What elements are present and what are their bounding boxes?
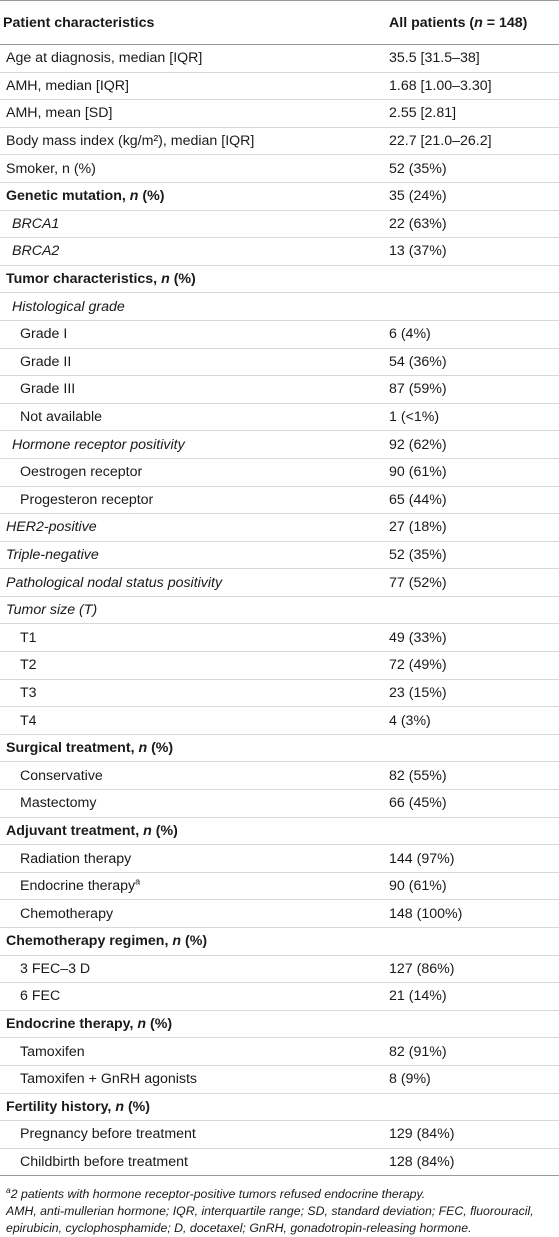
row-label-cell: Mastectomy (0, 790, 389, 818)
row-value-cell: 82 (91%) (389, 1038, 559, 1066)
footnote-a-text: 2 patients with hormone receptor-positive tumors refused endocrine therapy. (10, 1187, 426, 1202)
table-row (0, 376, 559, 404)
section-heading-label: Adjuvant treatment, (6, 822, 144, 839)
row-value-cell: 92 (62%) (389, 431, 559, 459)
header-all-patients-suffix: = 148) (482, 14, 528, 31)
row-value-cell: 35 (24%) (389, 182, 559, 210)
row-label-cell (0, 265, 389, 293)
table-row (0, 1121, 559, 1149)
row-value-cell (389, 1010, 559, 1038)
row-label-cell: 3 FEC–3 D (0, 955, 389, 983)
row-value-cell: 4 (3%) (389, 707, 559, 735)
row-label-cell: Pregnancy before treatment (0, 1121, 389, 1149)
row-value-cell: 1.68 [1.00–3.30] (389, 72, 559, 100)
row-value-cell (389, 596, 559, 624)
table-row (0, 293, 559, 321)
table-row (0, 707, 559, 735)
header-all-patients-prefix: All patients ( (389, 14, 475, 31)
section-heading-n-symbol: n (137, 1016, 147, 1033)
row-value-cell: 6 (4%) (389, 320, 559, 348)
table-footnotes (0, 1176, 559, 1237)
table-row (0, 734, 559, 762)
table-row (0, 541, 559, 569)
table-header-row (0, 1, 559, 45)
row-value-cell (389, 734, 559, 762)
row-value-cell: 52 (35%) (389, 541, 559, 569)
row-value-cell: 129 (84%) (389, 1121, 559, 1149)
table-row (0, 45, 559, 73)
row-value-cell (389, 928, 559, 956)
row-label-cell: Tamoxifen (0, 1038, 389, 1066)
row-value-cell: 21 (14%) (389, 983, 559, 1011)
table-row (0, 596, 559, 624)
table-row (0, 679, 559, 707)
table-row (0, 403, 559, 431)
row-label-cell: Body mass index (kg/m²), median [IQR] (0, 127, 389, 155)
row-value-cell (389, 1093, 559, 1121)
table-row (0, 348, 559, 376)
row-label-cell: BRCA2 (0, 238, 389, 266)
header-all-patients (389, 1, 559, 45)
section-heading-suffix: (%) (181, 933, 208, 950)
row-value-cell: 90 (61%) (389, 872, 559, 900)
table-row (0, 569, 559, 597)
row-value-cell: 65 (44%) (389, 486, 559, 514)
row-value-cell: 54 (36%) (389, 348, 559, 376)
row-value-cell: 148 (100%) (389, 900, 559, 928)
row-label-cell: Smoker, n (%) (0, 155, 389, 183)
row-label-cell (0, 1093, 389, 1121)
table-row (0, 265, 559, 293)
table-row (0, 928, 559, 956)
table-row (0, 1038, 559, 1066)
row-value-cell: 8 (9%) (389, 1065, 559, 1093)
table-row (0, 155, 559, 183)
row-value-cell: 90 (61%) (389, 458, 559, 486)
section-heading-n-symbol: n (172, 933, 182, 950)
footnote-marker: a (135, 876, 141, 887)
table-row (0, 762, 559, 790)
section-heading-suffix: (%) (124, 1098, 151, 1115)
table-row (0, 72, 559, 100)
row-value-cell: 22.7 [21.0–26.2] (389, 127, 559, 155)
row-label-cell (0, 734, 389, 762)
table-row (0, 320, 559, 348)
section-heading-suffix: (%) (151, 822, 178, 839)
row-label-cell: T3 (0, 679, 389, 707)
row-label-cell: BRCA1 (0, 210, 389, 238)
footnote-a (6, 1186, 553, 1203)
section-heading-label: Chemotherapy regimen, (6, 933, 173, 950)
row-value-cell (389, 293, 559, 321)
table-row (0, 182, 559, 210)
row-value-cell: 35.5 [31.5–38] (389, 45, 559, 73)
header-patient-characteristics: Patient characteristics (0, 1, 389, 45)
table-row (0, 100, 559, 128)
row-value-cell: 2.55 [2.81] (389, 100, 559, 128)
row-label-cell: Childbirth before treatment (0, 1148, 389, 1176)
row-value-cell: 144 (97%) (389, 845, 559, 873)
table-row (0, 817, 559, 845)
section-heading-label: Fertility history, (6, 1098, 116, 1115)
table-row (0, 431, 559, 459)
row-value-cell: 13 (37%) (389, 238, 559, 266)
section-heading-suffix: (%) (146, 1016, 173, 1033)
table-row (0, 1010, 559, 1038)
section-heading-suffix: (%) (147, 740, 174, 757)
row-value-cell: 27 (18%) (389, 514, 559, 542)
section-heading-label: Tumor characteristics, (6, 271, 162, 288)
row-value-cell: 77 (52%) (389, 569, 559, 597)
table-body (0, 45, 559, 1176)
row-label-cell: Grade III (0, 376, 389, 404)
row-label-cell: Hormone receptor positivity (0, 431, 389, 459)
row-label-cell (0, 928, 389, 956)
row-value-cell: 49 (33%) (389, 624, 559, 652)
row-value-cell: 128 (84%) (389, 1148, 559, 1176)
row-label-cell: Histological grade (0, 293, 389, 321)
header-n-symbol: n (474, 14, 483, 31)
section-heading-n-symbol: n (138, 740, 148, 757)
table-row (0, 1065, 559, 1093)
table-row (0, 652, 559, 680)
row-value-cell: 23 (15%) (389, 679, 559, 707)
table-row (0, 486, 559, 514)
row-label-cell (0, 817, 389, 845)
row-label-cell: Tumor size (T) (0, 596, 389, 624)
row-label-cell (0, 182, 389, 210)
row-label-cell: 6 FEC (0, 983, 389, 1011)
row-label-cell: Grade II (0, 348, 389, 376)
row-label-cell: Oestrogen receptor (0, 458, 389, 486)
row-value-cell: 72 (49%) (389, 652, 559, 680)
section-heading-label: Genetic mutation, (6, 188, 130, 205)
row-label-text: Endocrine therapy (20, 878, 136, 895)
row-label-cell: T2 (0, 652, 389, 680)
table-row (0, 983, 559, 1011)
row-value-cell: 127 (86%) (389, 955, 559, 983)
row-label-cell: T4 (0, 707, 389, 735)
table-row (0, 790, 559, 818)
table-row (0, 845, 559, 873)
row-value-cell: 22 (63%) (389, 210, 559, 238)
row-label-cell: AMH, median [IQR] (0, 72, 389, 100)
footnote-abbreviations: AMH, anti-mullerian hormone; IQR, interquartile range; SD, standard deviation; FEC, fluorouracil, epirubicin, cyclophosphamide; D, docetaxel; GnRH, gonadotropin-releasing hormone. (6, 1204, 534, 1236)
row-label-cell: Progesteron receptor (0, 486, 389, 514)
row-label-cell: HER2-positive (0, 514, 389, 542)
section-heading-label: Surgical treatment, (6, 740, 139, 757)
section-heading-n-symbol: n (143, 822, 152, 839)
section-heading-suffix: (%) (169, 271, 196, 288)
row-value-cell: 82 (55%) (389, 762, 559, 790)
table-row (0, 210, 559, 238)
row-value-cell: 66 (45%) (389, 790, 559, 818)
row-label-cell: Age at diagnosis, median [IQR] (0, 45, 389, 73)
row-label-cell: AMH, mean [SD] (0, 100, 389, 128)
table-row (0, 1148, 559, 1176)
footnote-a-marker: a (6, 1185, 11, 1196)
table-row (0, 624, 559, 652)
table-row (0, 900, 559, 928)
row-value-cell: 87 (59%) (389, 376, 559, 404)
section-heading-n-symbol: n (161, 271, 170, 288)
section-heading-n-symbol: n (129, 188, 139, 205)
row-label-cell (0, 1010, 389, 1038)
table-row (0, 1093, 559, 1121)
row-value-cell (389, 817, 559, 845)
table-row (0, 872, 559, 900)
row-label-cell: T1 (0, 624, 389, 652)
row-label-cell: Triple-negative (0, 541, 389, 569)
row-label-cell: Not available (0, 403, 389, 431)
row-label-cell: Radiation therapy (0, 845, 389, 873)
table-row (0, 514, 559, 542)
section-heading-suffix: (%) (138, 188, 165, 205)
table-row (0, 458, 559, 486)
section-heading-label: Endocrine therapy, (6, 1016, 138, 1033)
row-label-cell: Pathological nodal status positivity (0, 569, 389, 597)
row-label-cell: Chemotherapy (0, 900, 389, 928)
row-label-cell: Tamoxifen + GnRH agonists (0, 1065, 389, 1093)
row-value-cell: 52 (35%) (389, 155, 559, 183)
row-label-cell: Conservative (0, 762, 389, 790)
table-row (0, 238, 559, 266)
row-value-cell: 1 (<1%) (389, 403, 559, 431)
row-label-cell: Grade I (0, 320, 389, 348)
row-label-cell (0, 872, 389, 900)
table-row (0, 127, 559, 155)
table-row (0, 955, 559, 983)
section-heading-n-symbol: n (115, 1098, 124, 1115)
row-value-cell (389, 265, 559, 293)
